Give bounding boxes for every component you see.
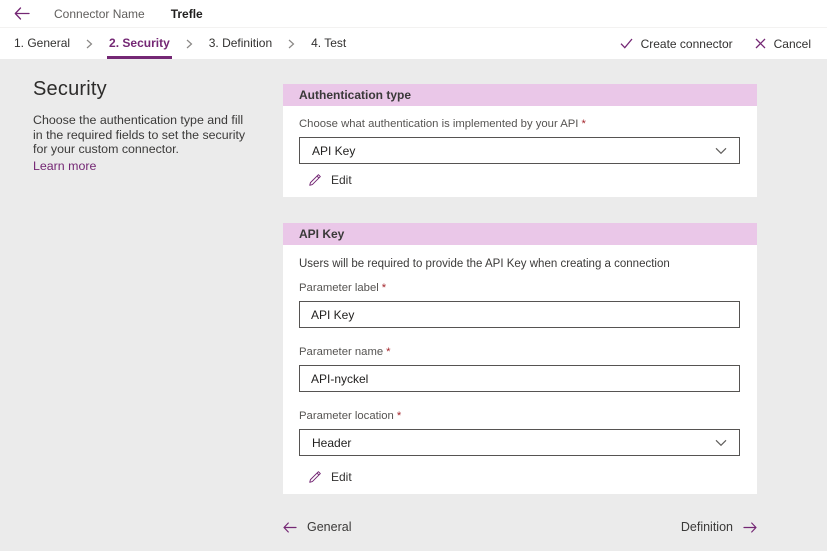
authentication-type-card [283,84,757,197]
next-step-label: Definition [680,520,733,534]
parameter-name-field [299,346,740,392]
chevron-down-icon [715,439,727,447]
arrow-left-icon [283,522,297,533]
api-key-card [283,223,757,494]
page-title: Security [33,78,107,100]
api-key-header: API Key [283,223,757,245]
checkmark-icon [620,38,633,49]
parameter-label-input[interactable] [299,301,740,328]
wizard-steps-bar [0,28,827,59]
tab-security[interactable]: 2. Security [107,28,172,59]
wizard-actions [620,28,811,59]
parameter-label-label [299,282,740,294]
chevron-right-icon [186,28,193,59]
parameter-location-label-text: Parameter location [299,410,394,422]
cancel-button[interactable] [755,37,811,51]
previous-step-button[interactable] [283,520,351,534]
connector-name-label: Connector Name [54,6,145,21]
required-mark: * [396,410,402,422]
form-column [283,84,757,534]
auth-type-edit-label: Edit [331,173,352,187]
tab-test[interactable]: 4. Test [309,28,348,59]
auth-type-dropdown[interactable] [299,137,740,164]
parameter-name-label [299,346,740,358]
step-footer-nav [283,520,757,534]
api-key-edit-label: Edit [331,470,352,484]
required-mark: * [386,346,391,358]
close-icon [755,38,766,49]
next-step-button[interactable] [681,520,757,534]
intro-panel [33,78,255,175]
parameter-name-label-text: Parameter name [299,346,384,358]
auth-type-dropdown-value: API Key [312,143,356,158]
learn-more-link[interactable]: Learn more [33,158,97,173]
pencil-icon [308,470,322,484]
wizard-steps [12,28,348,59]
connector-name-value: Trefle [170,6,203,21]
parameter-location-dropdown[interactable] [299,429,740,456]
authentication-type-body [283,106,757,197]
auth-type-edit-button[interactable] [299,173,352,187]
api-key-edit-button[interactable] [299,470,352,484]
auth-type-field-label-text: Choose what authentication is implemented by your API [299,118,579,130]
required-mark: * [581,118,586,130]
arrow-right-icon [743,522,757,533]
required-mark: * [381,282,387,294]
previous-step-label: General [307,520,352,534]
intro-description: Choose the authentication type and fill in the required fields to set the security for your custom connector. [33,113,246,157]
api-key-body [283,245,757,494]
parameter-location-label [299,410,740,422]
api-key-description: Users will be required to provide the API Key when creating a connection [299,258,670,270]
create-connector-label: Create connector [640,36,733,51]
parameter-name-input[interactable] [299,365,740,392]
authentication-type-header: Authentication type [283,84,757,106]
create-connector-button[interactable] [620,37,733,51]
auth-type-field-label [299,118,740,130]
parameter-location-field [299,410,740,456]
tab-general[interactable]: 1. General [12,28,72,59]
arrow-left-icon [14,7,30,20]
back-button[interactable] [14,7,30,20]
parameter-label-label-text: Parameter label [299,282,379,294]
security-step-content [0,59,827,551]
pencil-icon [308,173,322,187]
chevron-down-icon [715,147,727,155]
cancel-label: Cancel [773,36,811,51]
topbar [0,0,827,28]
chevron-right-icon [86,28,93,59]
parameter-location-dropdown-value: Header [312,435,352,450]
chevron-right-icon [288,28,295,59]
tab-definition[interactable]: 3. Definition [207,28,274,59]
parameter-label-field [299,282,740,328]
